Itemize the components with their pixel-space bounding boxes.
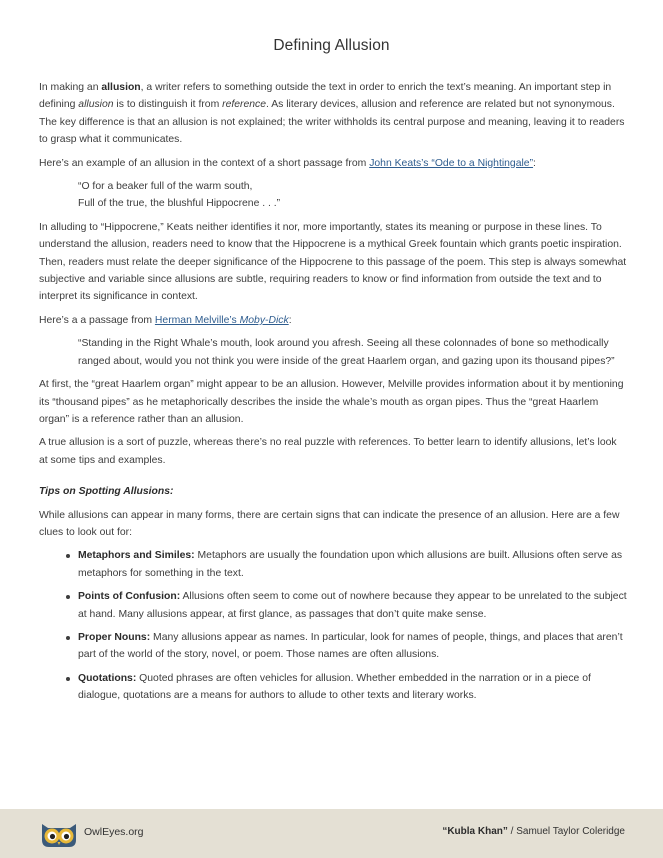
paragraph-haarlem: At first, the “great Haarlem organ” might appear to be an allusion. However, Melville provides information about it by mentioning its “thousand pipes” as he metaphorically describes the inside the whale’s mouth as organ pipes. Thus the “great Haarlem organ” is a reference rather than an allusion. [39, 379, 624, 425]
paragraph-melville-intro: Here’s a a passage from Herman Melville’s Moby-Dick: [39, 314, 292, 326]
moby-dick-link[interactable]: Herman Melville’s Moby-Dick [154, 314, 289, 326]
page-title: Defining Allusion [273, 37, 390, 54]
tips-heading: Tips on Spotting Allusions: [39, 486, 174, 498]
page-footer [0, 809, 663, 858]
tips-list [39, 547, 627, 704]
owl-logo-icon[interactable] [39, 820, 79, 848]
quote-line: Full of the true, the blushful Hippocrene . . .” [78, 198, 281, 210]
list-item: Quotations: Quoted phrases are often vehicles for allusion. Whether embedded in the narration or in a piece of dialogue, quotations are a means for authors to allude to other texts and literary works. [78, 670, 627, 705]
quote-line: “O for a beaker full of the warm south, [78, 181, 253, 193]
paragraph-tips-intro: While allusions can appear in many forms, there are certain signs that can indicate the presence of an allusion. Here are a few clues to look out for: [39, 509, 620, 538]
term-allusion: allusion [101, 82, 141, 93]
paragraph-keats-intro: Here’s an example of an allusion in the context of a short passage from John Keats’s “Ode to a Nightingale”: [39, 157, 536, 169]
list-item: Proper Nouns: Many allusions appear as names. In particular, look for names of people, things, and places that aren’t part of the world of the story, novel, or poem. Those names are often allusions. [78, 629, 627, 664]
paragraph-hippocrene: In alluding to “Hippocrene,” Keats neither identifies it nor, more importantly, states its meaning or purpose in these lines. To understand the allusion, readers need to know that the Hippocrene is a mythical Greek fountain which grants poetic inspiration. Then, readers must relate the deeper significance of the Hippocrene to this passage of the poem. This step is always somewhat subjective and variable since allusions are subtle, requiring readers to know or find information from outside the text and to interpret its significance in context. [39, 221, 627, 303]
keats-ode-link[interactable]: John Keats’s “Ode to a Nightingale” [369, 157, 534, 169]
melville-quote: “Standing in the Right Whale’s mouth, look around you afresh. Seeing all these colonnades of bone so methodically ranged about, would you not think you were inside of the great Haarlem organ, and gazing upon its thousand pipes?” [78, 338, 615, 367]
work-title: “Kubla Khan” [442, 826, 508, 837]
list-item: Points of Confusion: Allusions often seem to come out of nowhere because they appear to be unrelated to the subject at hand. Many allusions appear, at first glance, as passages that don’t quite make sense. [78, 588, 627, 623]
article-body [39, 79, 627, 711]
paragraph-intro: In making an allusion, a writer refers to something outside the text in order to enrich the text’s meaning. An important step in defining allusion is to distinguish it from reference. As literary devices, allusion and reference are related but not synonymous. The key difference is that an allusion is not explained; the writer withholds its central purpose and meaning, leaving it to readers to grasp what it communicates. [39, 82, 625, 146]
list-item: Metaphors and Similes: Metaphors are usually the foundation upon which allusions are built. Allusions often serve as metaphors for something in the text. [78, 547, 627, 582]
keats-quote [78, 178, 627, 213]
brand-name[interactable]: OwlEyes.org [84, 826, 144, 838]
work-author: Samuel Taylor Coleridge [516, 826, 625, 837]
work-citation: “Kubla Khan” / Samuel Taylor Coleridge [442, 826, 625, 837]
paragraph-puzzle: A true allusion is a sort of puzzle, whereas there’s no real puzzle with references. To better learn to identify allusions, let’s look at some tips and examples. [39, 437, 617, 466]
